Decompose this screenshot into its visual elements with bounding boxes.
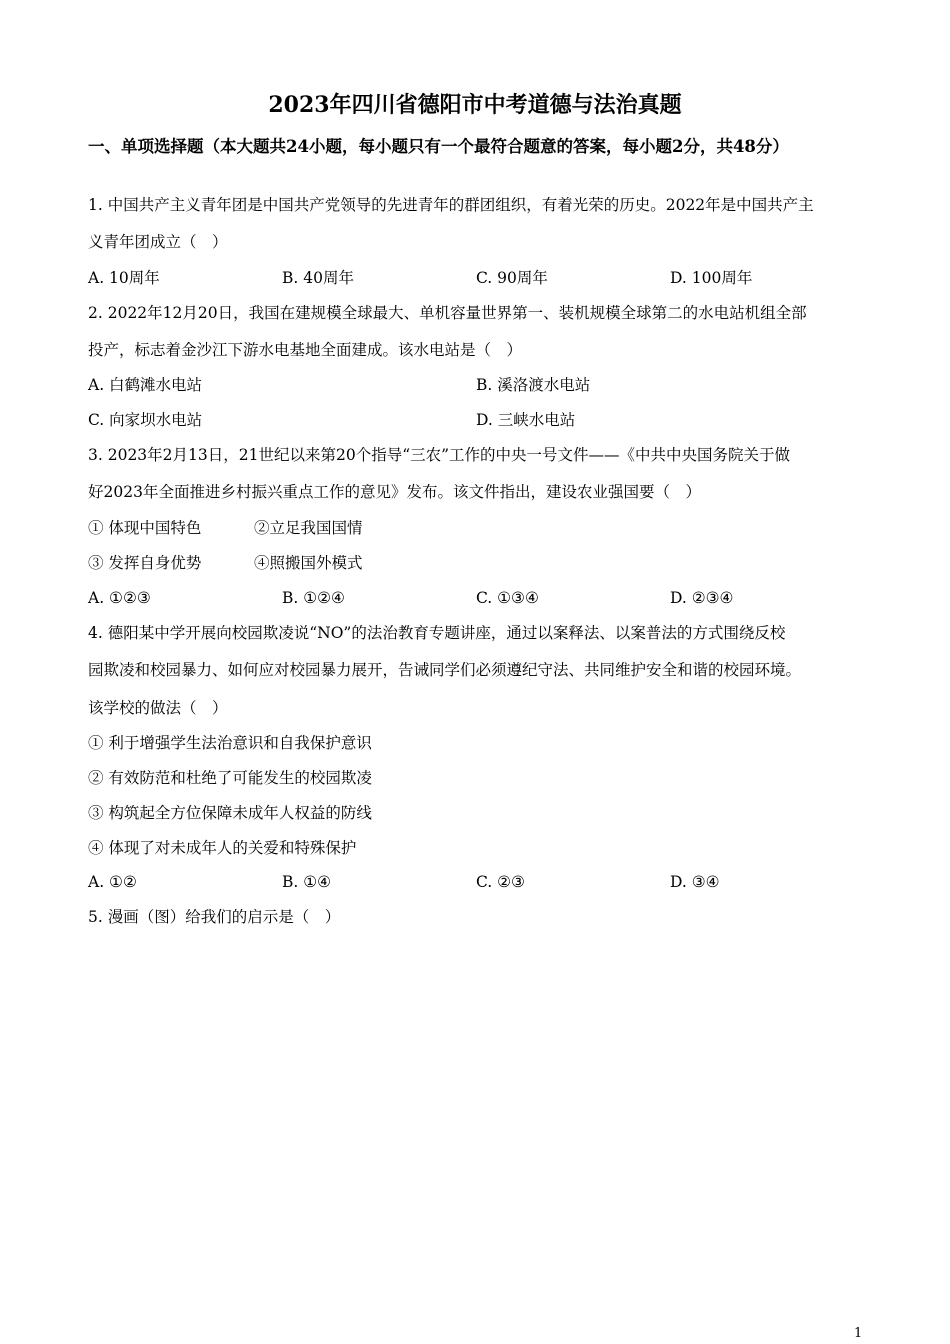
- question-1-stem-line-1: 1. 中国共产主义青年团是中国共产党领导的先进青年的群团组织，有着光荣的历史。2022年是中国共产主: [88, 196, 814, 214]
- question-4-stem-line-1: 4. 德阳某中学开展向校园欺凌说“NO”的法治教育专题讲座，通过以案释法、以案普法的方式围绕反校: [88, 624, 786, 642]
- question-4-statement-2: ② 有效防范和杜绝了可能发生的校园欺凌: [88, 769, 372, 787]
- question-1-stem-line-2: 义青年团成立（ ）: [88, 233, 228, 251]
- question-4-statement-3: ③ 构筑起全方位保障未成年人权益的防线: [88, 804, 372, 822]
- question-1-option-b: B. 40周年: [282, 269, 354, 287]
- exam-title: 2023年四川省德阳市中考道德与法治真题: [268, 92, 682, 118]
- question-3-stem-line-2: 好2023年全面推进乡村振兴重点工作的意见》发布。该文件指出，建设农业强国要（ ）: [88, 483, 701, 501]
- section-heading: 一、单项选择题（本大题共24小题，每小题只有一个最符合题意的答案，每小题2分，共48分）: [88, 137, 789, 156]
- question-4-option-b: B. ①④: [282, 873, 332, 891]
- question-3-option-c: C. ①③④: [476, 589, 539, 607]
- question-2-stem-line-1: 2. 2022年12月20日，我国在建规模全球最大、单机容量世界第一、装机规模全球第二的水电站机组全部: [88, 304, 807, 322]
- question-5-stem-line-1: 5. 漫画（图）给我们的启示是（ ）: [88, 908, 341, 926]
- question-1-option-a: A. 10周年: [88, 269, 160, 287]
- question-4-statement-4: ④ 体现了对未成年人的关爱和特殊保护: [88, 839, 357, 857]
- question-3-statement-1: ① 体现中国特色: [88, 519, 202, 537]
- question-2-option-d: D. 三峡水电站: [476, 411, 576, 429]
- question-3-statement-3: ③ 发挥自身优势: [88, 554, 202, 572]
- question-4-stem-line-3: 该学校的做法（ ）: [88, 699, 228, 717]
- question-4-statement-1: ① 利于增强学生法治意识和自我保护意识: [88, 734, 372, 752]
- question-1-option-c: C. 90周年: [476, 269, 548, 287]
- question-3-option-b: B. ①②④: [282, 589, 345, 607]
- question-4-option-d: D. ③④: [670, 873, 720, 891]
- question-3-option-a: A. ①②③: [88, 589, 151, 607]
- question-2-stem-line-2: 投产，标志着金沙江下游水电基地全面建成。该水电站是（ ）: [88, 341, 523, 359]
- question-4-stem-line-2: 园欺凌和校园暴力、如何应对校园暴力展开，告诫同学们必须遵纪守法、共同维护安全和谐的校园环境。: [88, 661, 802, 679]
- question-2-option-a: A. 白鹤滩水电站: [88, 376, 203, 394]
- question-2-option-b: B. 溪洛渡水电站: [476, 376, 591, 394]
- question-3-statement-2: ②立足我国国情: [254, 519, 363, 537]
- question-4-option-c: C. ②③: [476, 873, 525, 891]
- question-4-option-a: A. ①②: [88, 873, 137, 891]
- page-number: 1: [854, 1326, 863, 1341]
- question-3-stem-line-1: 3. 2023年2月13日，21世纪以来第20个指导“三农”工作的中央一号文件——《中共中央国务院关于做: [88, 446, 791, 464]
- question-3-statement-4: ④照搬国外模式: [254, 554, 363, 572]
- question-1-option-d: D. 100周年: [670, 269, 753, 287]
- question-3-option-d: D. ②③④: [670, 589, 734, 607]
- question-2-option-c: C. 向家坝水电站: [88, 411, 203, 429]
